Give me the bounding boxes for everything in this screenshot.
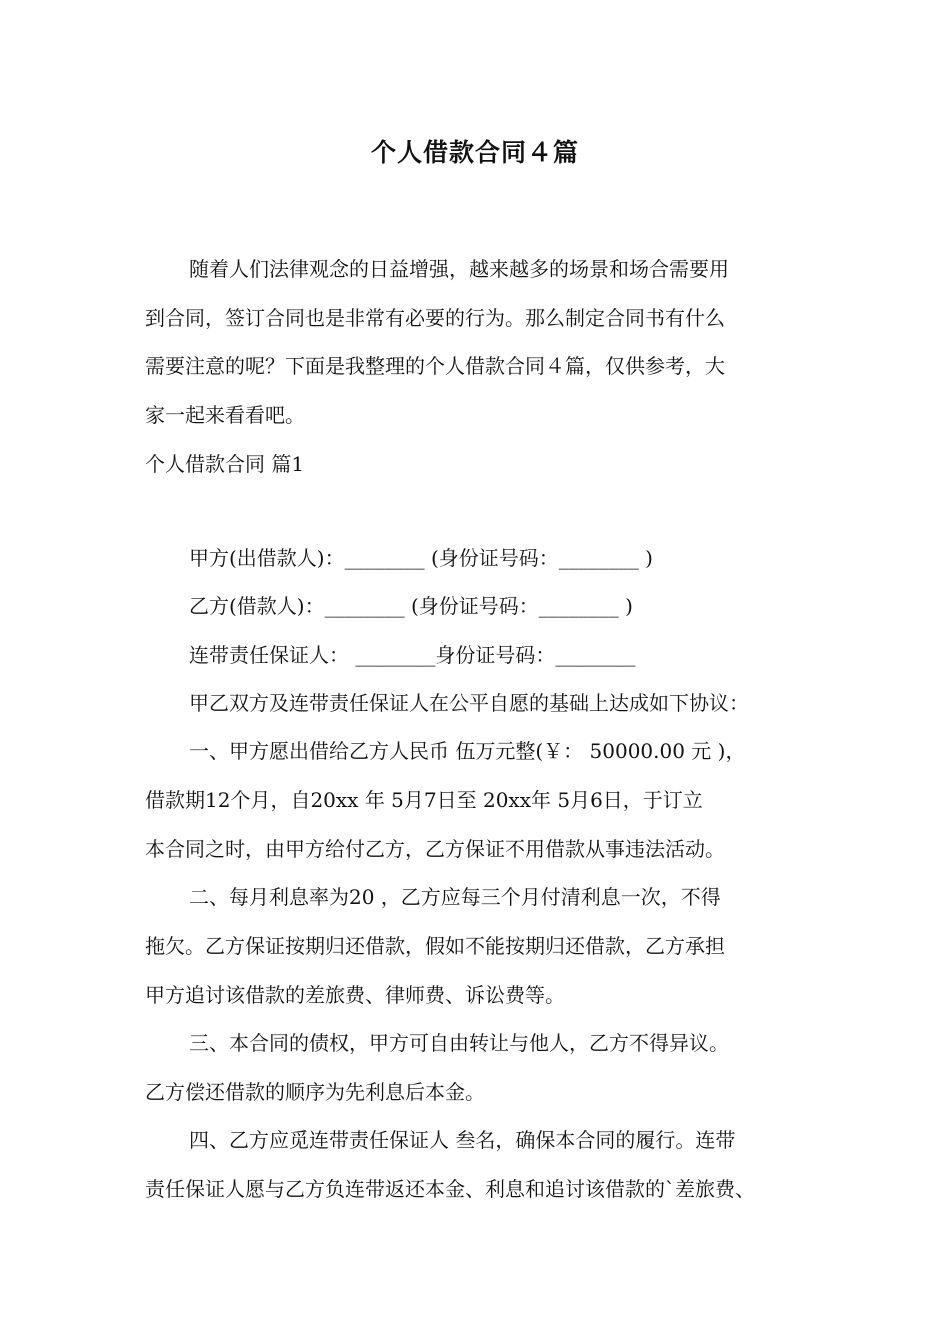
clause-3-line-1: 三、本合同的债权，甲方可自由转让与他人，乙方不得异议。 — [189, 1031, 729, 1055]
clause-3-line-2: 乙方偿还借款的顺序为先利息后本金。 — [145, 1080, 485, 1104]
lender-line: 甲方(出借款人)：________ (身份证号码：________ ) — [189, 546, 653, 570]
borrower-line: 乙方(借款人)：________ (身份证号码：________ ) — [189, 594, 633, 618]
intro-line-4: 家一起来看看吧。 — [145, 403, 305, 427]
clause-1-line-2: 借款期12个月，自20xx 年 5月7日至 20xx年 5月6日，于订立 — [145, 788, 703, 812]
clause-2-line-2: 拖欠。乙方保证按期归还借款，假如不能按期归还借款，乙方承担 — [145, 934, 725, 958]
intro-line-2: 到合同，签订合同也是非常有必要的行为。那么制定合同书有什么 — [145, 306, 725, 330]
clause-2-line-1: 二、每月利息率为20 ，乙方应每三个月付清利息一次，不得 — [189, 885, 721, 909]
document-title: 个人借款合同４篇 — [370, 138, 579, 167]
clause-1-line-3: 本合同之时，由甲方给付乙方，乙方保证不用借款从事违法活动。 — [145, 837, 725, 861]
clause-1-line-1: 一、甲方愿出借给乙方人民币 伍万元整(￥： 50000.00 元 )， — [189, 739, 746, 763]
clause-4-line-1: 四、乙方应觅连带责任保证人 叁名，确保本合同的履行。连带 — [189, 1128, 736, 1152]
guarantor-line: 连带责任保证人： ________身份证号码：________ — [189, 643, 636, 667]
agreement-intro: 甲乙双方及连带责任保证人在公平自愿的基础上达成如下协议： — [189, 691, 749, 715]
section-heading: 个人借款合同 篇1 — [145, 452, 305, 476]
clause-2-line-3: 甲方追讨该借款的差旅费、律师费、诉讼费等。 — [145, 983, 565, 1007]
clause-4-line-2: 责任保证人愿与乙方负连带返还本金、利息和追讨该借款的`差旅费、 — [145, 1177, 755, 1201]
intro-line-3: 需要注意的呢？下面是我整理的个人借款合同４篇，仅供参考，大 — [145, 354, 725, 378]
intro-line-1: 随着人们法律观念的日益增强，越来越多的场景和场合需要用 — [189, 257, 729, 281]
